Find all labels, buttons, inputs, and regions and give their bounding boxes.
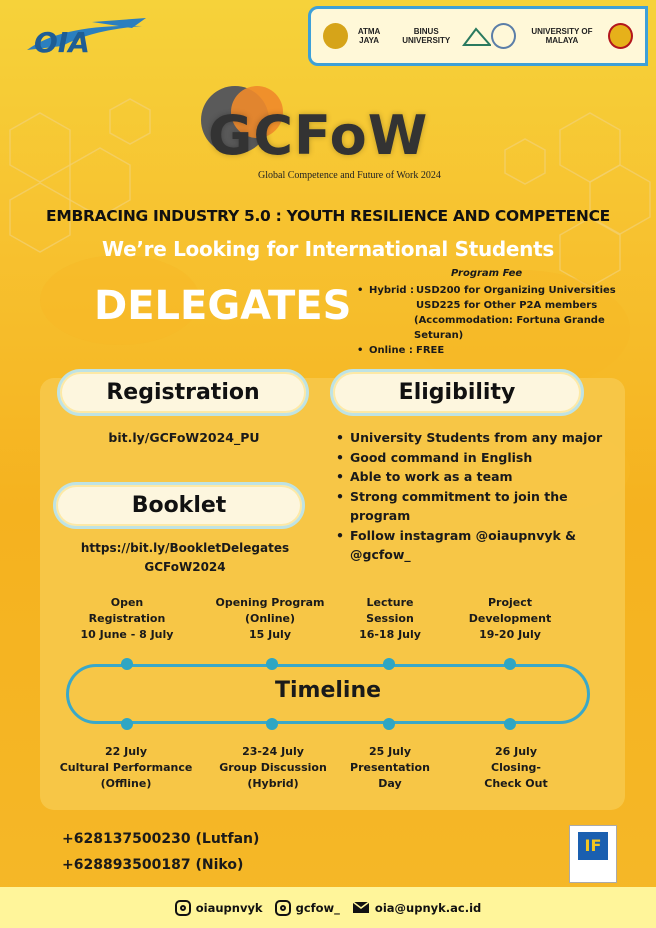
- event-line: Opening Program: [215, 596, 325, 609]
- eligibility-item: • Follow instagram @oiaupnvyk & @gcfow_: [336, 526, 626, 565]
- event-line: Cultural Performance: [59, 761, 193, 774]
- fee-hybrid-bullet: •: [357, 285, 364, 296]
- partner-seal-icon: [323, 23, 348, 49]
- timeline-dot: [266, 718, 278, 730]
- booklet-link-line2[interactable]: GCFoW2024: [144, 560, 226, 574]
- booklet-title: Booklet: [53, 482, 305, 529]
- svg-text:OIA: OIA: [34, 26, 90, 59]
- mountain-logo-icon: [462, 25, 491, 47]
- timeline-dot: [383, 718, 395, 730]
- timeline-dot: [383, 658, 395, 670]
- eligibility-title: Eligibility: [330, 369, 584, 416]
- event-line: Lecture: [366, 596, 414, 609]
- timeline-event-top-1: [68, 595, 186, 643]
- eligibility-list: [336, 428, 626, 565]
- contact-phone-1[interactable]: +628137500230 (Lutfan): [62, 831, 260, 847]
- atmajaya-logo: ATMA JAYA: [357, 27, 381, 45]
- fee-online-bullet: •: [357, 345, 364, 356]
- program-fee-title: Program Fee: [451, 268, 523, 279]
- um-logo: UNIVERSITY OF MALAYA: [531, 27, 593, 45]
- event-line: Day: [378, 777, 402, 790]
- gcfow-logo-text: GCFoW: [208, 104, 429, 167]
- eligibility-item: • University Students from any major: [336, 428, 626, 448]
- eligibility-item: • Strong commitment to join the program: [336, 487, 626, 526]
- fee-hybrid-label: Hybrid :: [369, 285, 415, 296]
- event-line: 23-24 July: [242, 745, 304, 758]
- timeline-event-bottom-1: [58, 744, 194, 792]
- instagram-handle[interactable]: gcfow_: [295, 900, 340, 915]
- eligibility-item: • Good command in English: [336, 448, 626, 468]
- event-line: Project: [487, 596, 533, 609]
- event-line: 19-20 July: [479, 628, 541, 641]
- fee-online-label: Online :: [369, 345, 413, 356]
- timeline-event-top-3: [340, 595, 440, 643]
- event-line: Registration: [88, 612, 166, 625]
- event-line: Presentation: [350, 761, 430, 774]
- eligibility-item: • Able to work as a team: [336, 467, 626, 487]
- event-line: (Offline): [100, 777, 152, 790]
- mail-icon: [352, 901, 370, 914]
- fee-online-value: FREE: [416, 345, 445, 356]
- timeline-dot: [504, 658, 516, 670]
- event-line: 16-18 July: [359, 628, 421, 641]
- event-line: (Hybrid): [247, 777, 299, 790]
- instagram-icon: [175, 900, 191, 916]
- instagram-link-gcfow[interactable]: [275, 900, 340, 916]
- partner-logos-bar: [308, 6, 648, 66]
- registration-title: Registration: [57, 369, 309, 416]
- event-line: 10 June - 8 July: [80, 628, 174, 641]
- theme-headline: EMBRACING INDUSTRY 5.0 : YOUTH RESILIENCE AND COMPETENCE: [46, 207, 610, 225]
- event-line: Open: [110, 596, 144, 609]
- if-badge-mark: IF: [578, 832, 608, 860]
- fee-hybrid-line4: Seturan): [414, 330, 464, 341]
- event-line: 25 July: [368, 745, 411, 758]
- fee-hybrid-line1: USD200 for Organizing Universities: [416, 285, 616, 296]
- timeline-dot: [266, 658, 278, 670]
- timeline-event-bottom-2: [212, 744, 334, 792]
- gcfow-subtitle: Global Competence and Future of Work 2024: [258, 170, 441, 181]
- footer-bar: [0, 887, 656, 928]
- timeline-event-bottom-4: [466, 744, 566, 792]
- event-line: Session: [366, 612, 414, 625]
- contact-phone-2[interactable]: +628893500187 (Niko): [62, 857, 244, 873]
- delegates-heading: DELEGATES: [94, 283, 352, 329]
- event-line: Check Out: [484, 777, 548, 790]
- event-line: Development: [468, 612, 552, 625]
- booklet-link-line1[interactable]: https://bit.ly/BookletDelegates: [80, 541, 290, 555]
- event-line: Group Discussion: [219, 761, 327, 774]
- timeline-title: Timeline: [274, 678, 382, 703]
- registration-link[interactable]: bit.ly/GCFoW2024_PU: [108, 430, 260, 445]
- looking-for-heading: We’re Looking for International Students: [102, 237, 554, 261]
- timeline-event-top-4: [455, 595, 565, 643]
- if-badge-logo: [569, 825, 617, 883]
- event-line: (Online): [244, 612, 296, 625]
- booklet-link[interactable]: [60, 539, 310, 577]
- event-line: 22 July: [104, 745, 147, 758]
- timeline-dot: [121, 658, 133, 670]
- email-link[interactable]: [352, 901, 481, 915]
- event-line: 15 July: [248, 628, 291, 641]
- timeline-dot: [504, 718, 516, 730]
- email-address[interactable]: oia@upnyk.ac.id: [374, 900, 482, 915]
- instagram-link-oiaupnvyk[interactable]: [175, 900, 263, 916]
- fee-hybrid-line3: (Accommodation: Fortuna Grande: [414, 315, 605, 326]
- upn-seal-icon: [608, 23, 633, 49]
- university-seal-icon: [491, 23, 516, 49]
- fee-hybrid-line2: USD225 for Other P2A members: [416, 300, 598, 311]
- timeline-event-top-2: [206, 595, 334, 643]
- timeline-event-bottom-3: [340, 744, 440, 792]
- binus-logo: BINUS UNIVERSITY: [402, 27, 451, 45]
- instagram-handle[interactable]: oiaupnvyk: [195, 900, 263, 915]
- timeline-dot: [121, 718, 133, 730]
- instagram-icon: [275, 900, 291, 916]
- event-line: Closing-: [491, 761, 541, 774]
- event-line: 26 July: [494, 745, 537, 758]
- oia-logo: [22, 16, 152, 60]
